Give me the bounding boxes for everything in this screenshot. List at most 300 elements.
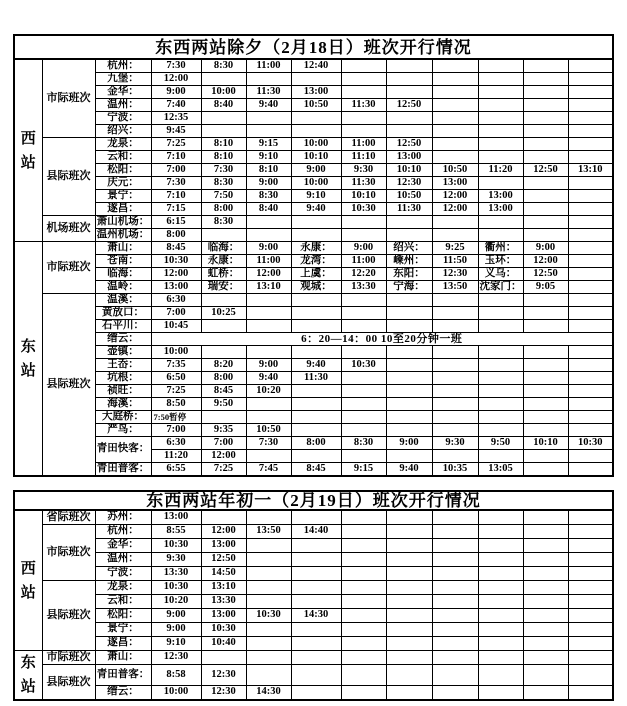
- empty-cell: [523, 294, 568, 307]
- empty-cell: [246, 665, 291, 686]
- empty-cell: [432, 125, 478, 138]
- empty-cell: [291, 125, 341, 138]
- empty-cell: [568, 320, 613, 333]
- time-cell: 9:00: [523, 242, 568, 255]
- time-cell: 9:40: [291, 203, 341, 216]
- empty-cell: [432, 229, 478, 242]
- table-row: [14, 581, 613, 595]
- empty-cell: [386, 510, 432, 525]
- time-cell: 10:10: [523, 437, 568, 450]
- time-cell: 11:30: [386, 203, 432, 216]
- time-cell: 11:30: [291, 372, 341, 385]
- time-cell: 7:30: [151, 177, 201, 190]
- table-row: [14, 609, 613, 623]
- time-cell: 11:30: [341, 99, 386, 112]
- empty-cell: [246, 73, 291, 86]
- empty-cell: [291, 320, 341, 333]
- time-cell: 8:10: [201, 151, 246, 164]
- time-cell: 13:00: [291, 86, 341, 99]
- time-cell: 8:20: [201, 359, 246, 372]
- time-cell: 6:30: [151, 437, 201, 450]
- empty-cell: [523, 463, 568, 477]
- empty-cell: [341, 411, 386, 424]
- empty-cell: [568, 359, 613, 372]
- empty-cell: [568, 346, 613, 359]
- empty-cell: [341, 539, 386, 553]
- empty-cell: [432, 450, 478, 463]
- table-row: [14, 268, 613, 281]
- time-cell: 9:35: [201, 424, 246, 437]
- empty-cell: [341, 216, 386, 229]
- destination-label: 嵊州：: [386, 255, 432, 268]
- empty-cell: [386, 125, 432, 138]
- time-cell: 7:30: [246, 437, 291, 450]
- destination-label: 遂昌：: [95, 203, 151, 216]
- category-intercounty: 县际班次: [42, 138, 95, 216]
- time-cell: 9:50: [478, 437, 523, 450]
- empty-cell: [386, 229, 432, 242]
- empty-cell: [568, 73, 613, 86]
- time-cell: 9:10: [291, 190, 341, 203]
- empty-cell: [432, 665, 478, 686]
- time-cell: 8:00: [151, 229, 201, 242]
- empty-cell: [523, 651, 568, 665]
- time-cell: 11:50: [432, 255, 478, 268]
- empty-cell: [341, 320, 386, 333]
- destination-label: 海溪：: [95, 398, 151, 411]
- time-cell: 7:00: [201, 437, 246, 450]
- empty-cell: [478, 112, 523, 125]
- time-cell: 9:40: [246, 372, 291, 385]
- empty-cell: [246, 398, 291, 411]
- empty-cell: [432, 372, 478, 385]
- destination-label: 苏州：: [95, 510, 151, 525]
- empty-cell: [246, 581, 291, 595]
- empty-cell: [291, 553, 341, 567]
- empty-cell: [523, 229, 568, 242]
- category-intercity: 市际班次: [42, 651, 95, 665]
- empty-cell: [291, 398, 341, 411]
- empty-cell: [386, 686, 432, 701]
- time-cell: 14:40: [291, 525, 341, 539]
- empty-cell: [478, 665, 523, 686]
- time-cell: 8:00: [291, 437, 341, 450]
- empty-cell: [386, 59, 432, 73]
- empty-cell: [478, 138, 523, 151]
- destination-label: 杭州：: [95, 59, 151, 73]
- time-cell: 9:40: [291, 359, 341, 372]
- empty-cell: [246, 346, 291, 359]
- empty-cell: [432, 151, 478, 164]
- table-row: [14, 595, 613, 609]
- time-cell: 10:25: [201, 307, 246, 320]
- time-cell: 8:30: [201, 177, 246, 190]
- empty-cell: [523, 450, 568, 463]
- table-row: [14, 437, 613, 450]
- time-cell: 9:00: [151, 623, 201, 637]
- table-row: [14, 190, 613, 203]
- empty-cell: [432, 73, 478, 86]
- destination-label: 玉环：: [478, 255, 523, 268]
- time-cell: 11:30: [341, 177, 386, 190]
- empty-cell: [246, 595, 291, 609]
- empty-cell: [386, 372, 432, 385]
- empty-cell: [523, 637, 568, 651]
- empty-cell: [568, 86, 613, 99]
- empty-cell: [568, 525, 613, 539]
- empty-cell: [291, 411, 341, 424]
- destination-label: 义乌：: [478, 268, 523, 281]
- table-title-row: [14, 35, 613, 59]
- empty-cell: [568, 609, 613, 623]
- time-cell: 7:15: [151, 203, 201, 216]
- destination-label: 苍南：: [95, 255, 151, 268]
- table-row: [14, 177, 613, 190]
- time-cell: 9:40: [386, 463, 432, 477]
- empty-cell: [568, 686, 613, 701]
- table-row: [14, 294, 613, 307]
- category-airport: 机场班次: [42, 216, 95, 242]
- empty-cell: [291, 595, 341, 609]
- time-cell: 12:50: [523, 268, 568, 281]
- time-cell: 6:50: [151, 372, 201, 385]
- empty-cell: [246, 510, 291, 525]
- time-cell: 12:30: [201, 665, 246, 686]
- table-title-row: [14, 491, 613, 510]
- empty-cell: [432, 623, 478, 637]
- empty-cell: [568, 450, 613, 463]
- empty-cell: [432, 99, 478, 112]
- empty-cell: [478, 581, 523, 595]
- empty-cell: [523, 307, 568, 320]
- empty-cell: [568, 398, 613, 411]
- time-cell: 14:50: [201, 567, 246, 581]
- category-interprovince: 省际班次: [42, 510, 95, 525]
- time-cell: 9:00: [246, 177, 291, 190]
- destination-label: 景宁：: [95, 190, 151, 203]
- empty-cell: [341, 346, 386, 359]
- empty-cell: [432, 307, 478, 320]
- time-cell: 11:10: [341, 151, 386, 164]
- empty-cell: [246, 229, 291, 242]
- empty-cell: [568, 138, 613, 151]
- time-cell: 11:00: [246, 59, 291, 73]
- empty-cell: [386, 359, 432, 372]
- frequency-note: 6：20—14：00 10至20分钟一班: [151, 333, 613, 346]
- empty-cell: [341, 229, 386, 242]
- time-cell: 9:00: [246, 359, 291, 372]
- destination-label: 遂昌：: [95, 637, 151, 651]
- empty-cell: [246, 320, 291, 333]
- category-intercounty: 县际班次: [42, 294, 95, 477]
- time-cell: 8:30: [201, 59, 246, 73]
- station-label-east: 东站: [14, 651, 42, 701]
- empty-cell: [523, 553, 568, 567]
- empty-cell: [386, 581, 432, 595]
- empty-cell: [568, 99, 613, 112]
- empty-cell: [523, 125, 568, 138]
- empty-cell: [568, 623, 613, 637]
- time-cell: 7:40: [151, 99, 201, 112]
- time-cell: 10:10: [386, 164, 432, 177]
- empty-cell: [432, 686, 478, 701]
- empty-cell: [386, 637, 432, 651]
- empty-cell: [201, 651, 246, 665]
- destination-label: 严鸟：: [95, 424, 151, 437]
- empty-cell: [523, 385, 568, 398]
- time-cell: 12:00: [151, 73, 201, 86]
- empty-cell: [523, 686, 568, 701]
- destination-label: 松阳：: [95, 164, 151, 177]
- empty-cell: [341, 424, 386, 437]
- destination-label: 虹桥：: [201, 268, 246, 281]
- empty-cell: [432, 216, 478, 229]
- destination-label: 坑根：: [95, 372, 151, 385]
- time-cell: 11:00: [341, 255, 386, 268]
- empty-cell: [568, 567, 613, 581]
- table-row: [14, 138, 613, 151]
- empty-cell: [432, 651, 478, 665]
- destination-label: 临海：: [95, 268, 151, 281]
- empty-cell: [478, 398, 523, 411]
- table-row: [14, 411, 613, 424]
- empty-cell: [291, 294, 341, 307]
- table-row: [14, 151, 613, 164]
- empty-cell: [386, 665, 432, 686]
- time-cell: 12:40: [291, 59, 341, 73]
- time-cell: 8:00: [201, 203, 246, 216]
- time-cell: 10:10: [341, 190, 386, 203]
- time-cell: 10:20: [246, 385, 291, 398]
- empty-cell: [523, 665, 568, 686]
- empty-cell: [432, 595, 478, 609]
- time-cell: 12:00: [201, 525, 246, 539]
- time-cell: 13:00: [201, 539, 246, 553]
- empty-cell: [291, 112, 341, 125]
- empty-cell: [568, 463, 613, 477]
- empty-cell: [568, 151, 613, 164]
- destination-label: 青田快客：: [95, 437, 151, 463]
- table-row: [14, 623, 613, 637]
- destination-label: 龙湾：: [291, 255, 341, 268]
- empty-cell: [432, 294, 478, 307]
- time-cell: 7:25: [151, 138, 201, 151]
- table-row: [14, 125, 613, 138]
- destination-label: 杭州：: [95, 525, 151, 539]
- time-cell: 12:30: [201, 686, 246, 701]
- empty-cell: [432, 637, 478, 651]
- destination-label: 松阳：: [95, 609, 151, 623]
- time-cell: 8:30: [246, 190, 291, 203]
- empty-cell: [523, 539, 568, 553]
- table-row: [14, 242, 613, 255]
- time-cell: 7:30: [151, 59, 201, 73]
- time-cell: 8:30: [201, 216, 246, 229]
- time-cell: 9:10: [151, 637, 201, 651]
- empty-cell: [246, 411, 291, 424]
- empty-cell: [201, 320, 246, 333]
- destination-label: 宁波：: [95, 112, 151, 125]
- time-cell: 14:30: [246, 686, 291, 701]
- time-cell: 8:10: [246, 164, 291, 177]
- table-row: [14, 651, 613, 665]
- time-cell: 13:50: [246, 525, 291, 539]
- time-cell: 11:20: [151, 450, 201, 463]
- empty-cell: [291, 686, 341, 701]
- time-cell: 9:30: [432, 437, 478, 450]
- empty-cell: [341, 59, 386, 73]
- empty-cell: [386, 86, 432, 99]
- empty-cell: [478, 307, 523, 320]
- empty-cell: [568, 281, 613, 294]
- empty-cell: [291, 581, 341, 595]
- empty-cell: [386, 112, 432, 125]
- destination-label: 云和：: [95, 595, 151, 609]
- empty-cell: [478, 385, 523, 398]
- empty-cell: [386, 385, 432, 398]
- empty-cell: [341, 651, 386, 665]
- empty-cell: [341, 581, 386, 595]
- empty-cell: [478, 609, 523, 623]
- empty-cell: [478, 372, 523, 385]
- time-cell: 13:30: [201, 595, 246, 609]
- empty-cell: [201, 229, 246, 242]
- time-cell: 10:30: [201, 623, 246, 637]
- time-cell: 10:35: [432, 463, 478, 477]
- empty-cell: [568, 255, 613, 268]
- time-cell: 12:30: [386, 177, 432, 190]
- time-cell: 9:50: [201, 398, 246, 411]
- empty-cell: [478, 216, 523, 229]
- destination-label: 缙云：: [95, 686, 151, 701]
- empty-cell: [291, 510, 341, 525]
- time-cell: 12:20: [341, 268, 386, 281]
- empty-cell: [523, 73, 568, 86]
- empty-cell: [523, 177, 568, 190]
- time-cell: 10:30: [151, 539, 201, 553]
- time-cell: 9:00: [386, 437, 432, 450]
- category-intercity: 市际班次: [42, 242, 95, 294]
- destination-label: 大庭桥：: [95, 411, 151, 424]
- empty-cell: [246, 553, 291, 567]
- empty-cell: [201, 346, 246, 359]
- empty-cell: [386, 525, 432, 539]
- time-cell: 9:00: [246, 242, 291, 255]
- empty-cell: [246, 450, 291, 463]
- empty-cell: [432, 59, 478, 73]
- time-cell: 10:30: [246, 609, 291, 623]
- time-cell: 10:40: [201, 637, 246, 651]
- empty-cell: [386, 294, 432, 307]
- table-row: [14, 229, 613, 242]
- destination-label: 临海：: [201, 242, 246, 255]
- empty-cell: [523, 623, 568, 637]
- empty-cell: [246, 112, 291, 125]
- time-cell: 10:30: [341, 359, 386, 372]
- empty-cell: [291, 385, 341, 398]
- destination-label: 上虞：: [291, 268, 341, 281]
- empty-cell: [291, 665, 341, 686]
- destination-label: 宁波：: [95, 567, 151, 581]
- table-row: [14, 665, 613, 686]
- table-row: [14, 99, 613, 112]
- destination-label: 萧山：: [95, 242, 151, 255]
- time-cell: 10:50: [432, 164, 478, 177]
- empty-cell: [523, 525, 568, 539]
- time-cell: 8:58: [151, 665, 201, 686]
- table-row: [14, 510, 613, 525]
- station-label-east: 东站: [14, 242, 42, 477]
- empty-cell: [432, 359, 478, 372]
- empty-cell: [246, 294, 291, 307]
- category-intercounty: 县际班次: [42, 581, 95, 651]
- empty-cell: [523, 59, 568, 73]
- time-cell: 7:10: [151, 151, 201, 164]
- empty-cell: [432, 510, 478, 525]
- empty-cell: [568, 372, 613, 385]
- empty-cell: [478, 346, 523, 359]
- empty-cell: [568, 59, 613, 73]
- time-cell: 10:50: [386, 190, 432, 203]
- table-row: [14, 216, 613, 229]
- table-row: [14, 567, 613, 581]
- time-cell: 7:25: [151, 385, 201, 398]
- time-cell: 9:15: [341, 463, 386, 477]
- table-row: [14, 346, 613, 359]
- empty-cell: [291, 539, 341, 553]
- table-row: [14, 525, 613, 539]
- time-cell: 7:00: [151, 164, 201, 177]
- empty-cell: [386, 539, 432, 553]
- empty-cell: [478, 686, 523, 701]
- empty-cell: [478, 73, 523, 86]
- empty-cell: [386, 73, 432, 86]
- time-cell: 10:50: [246, 424, 291, 437]
- empty-cell: [432, 398, 478, 411]
- empty-cell: [341, 595, 386, 609]
- empty-cell: [523, 138, 568, 151]
- time-cell: 8:45: [151, 242, 201, 255]
- empty-cell: [291, 424, 341, 437]
- empty-cell: [478, 59, 523, 73]
- time-cell: 10:00: [291, 138, 341, 151]
- empty-cell: [246, 539, 291, 553]
- time-cell: 6:30: [151, 294, 201, 307]
- time-cell: 9:10: [246, 151, 291, 164]
- empty-cell: [246, 216, 291, 229]
- empty-cell: [341, 307, 386, 320]
- time-cell: 7:30: [201, 164, 246, 177]
- time-cell: 13:10: [568, 164, 613, 177]
- empty-cell: [523, 203, 568, 216]
- empty-cell: [568, 651, 613, 665]
- empty-cell: [291, 450, 341, 463]
- empty-cell: [568, 216, 613, 229]
- table-row: [14, 553, 613, 567]
- empty-cell: [341, 294, 386, 307]
- empty-cell: [523, 411, 568, 424]
- empty-cell: [523, 190, 568, 203]
- time-cell: 9:15: [246, 138, 291, 151]
- empty-cell: [478, 125, 523, 138]
- time-cell: 8:40: [201, 99, 246, 112]
- table-row: [14, 359, 613, 372]
- empty-cell: [523, 609, 568, 623]
- time-cell: 12:30: [432, 268, 478, 281]
- empty-cell: [568, 553, 613, 567]
- empty-cell: [432, 553, 478, 567]
- destination-label: 宁海：: [386, 281, 432, 294]
